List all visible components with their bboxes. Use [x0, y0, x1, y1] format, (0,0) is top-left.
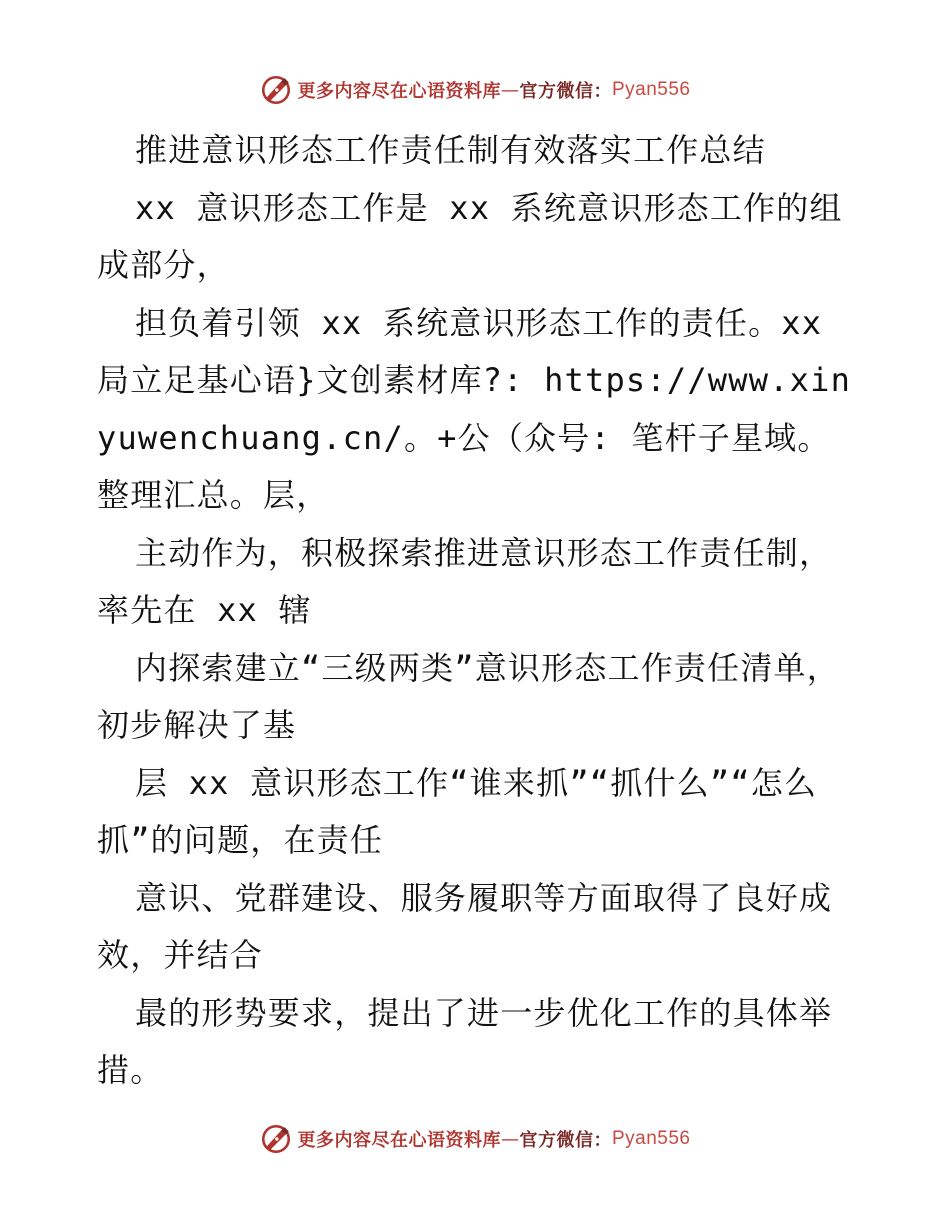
- paragraph-6: 意识、党群建设、服务履职等方面取得了良好成效，并结合: [97, 878, 833, 974]
- banner-main-text: 更多内容尽在心语资料库: [297, 1130, 501, 1151]
- pen-nib-logo-icon: [259, 73, 293, 107]
- document-body: [97, 122, 857, 1100]
- paragraph-7: 最的形势要求，提出了进一步优化工作的具体举措。: [97, 993, 833, 1089]
- paragraph-2: 担负着引领 xx 系统意识形态工作的责任。xx 局立足基心语}文创素材库?: https://www.xinyuwenchuang.cn/。+公（众号: 笔杆子星域。整理汇总。层，: [97, 303, 852, 514]
- pen-nib-logo-icon: [259, 1122, 293, 1156]
- paragraph-5: 层 xx 意识形态工作“谁来抓”“抓什么”“怎么抓”的问题，在责任: [97, 763, 818, 859]
- banner-separator: —: [500, 79, 520, 101]
- banner-wechat-label: 官方微信：: [519, 81, 612, 102]
- header-watermark-banner: [0, 70, 950, 110]
- banner-separator: —: [500, 1128, 520, 1150]
- banner-wechat-label: 官方微信：: [519, 1130, 612, 1151]
- paragraph-1: xx 意识形态工作是 xx 系统意识形态工作的组成部分，: [97, 188, 843, 284]
- banner-wechat-id: Pyan556: [611, 1128, 691, 1149]
- paragraph-4: 内探索建立“三级两类”意识形态工作责任清单，初步解决了基: [97, 648, 840, 744]
- footer-watermark-banner: [0, 1119, 950, 1159]
- document-title: 推进意识形态工作责任制有效落实工作总结: [135, 131, 766, 169]
- banner-wechat-id: Pyan556: [611, 79, 691, 100]
- paragraph-3: 主动作为，积极探索推进意识形态工作责任制，率先在 xx 辖: [97, 533, 833, 629]
- banner-main-text: 更多内容尽在心语资料库: [297, 81, 501, 102]
